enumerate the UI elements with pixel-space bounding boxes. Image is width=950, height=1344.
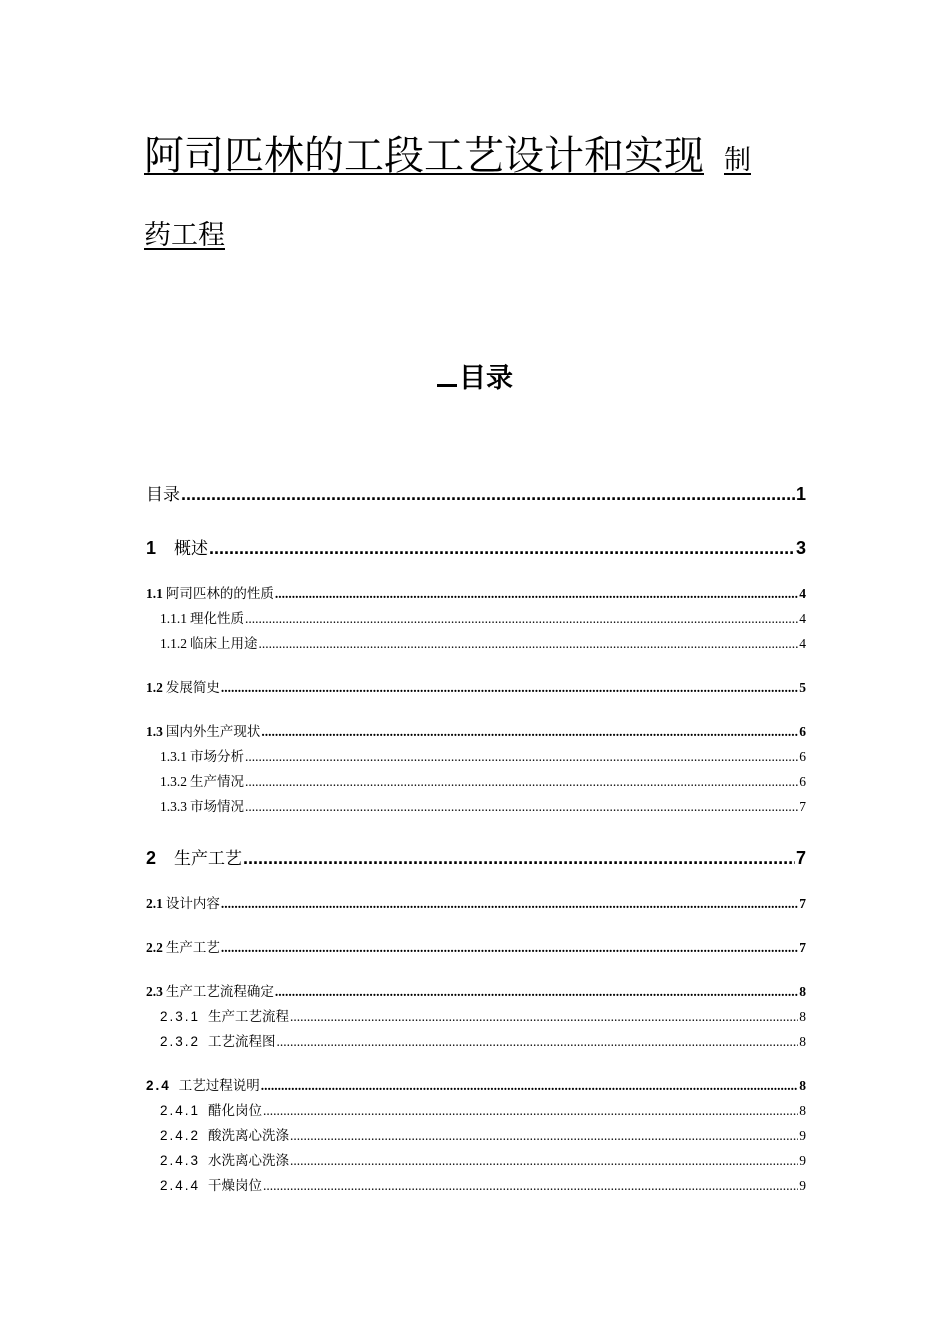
toc-entry-num: 1.3 xyxy=(146,724,163,739)
toc-entry-page: 7 xyxy=(799,940,806,955)
toc-entry-1-1-1[interactable] xyxy=(160,607,806,627)
toc-entry-text: 国内外生产现状 xyxy=(165,724,261,739)
toc-leader xyxy=(259,636,799,652)
toc-entry-page: 9 xyxy=(799,1178,806,1193)
toc-entry-text: 工艺流程图 xyxy=(208,1034,276,1049)
toc-entry-text: 临床上用途 xyxy=(190,636,258,651)
toc-entry-text: 概述 xyxy=(174,539,209,559)
toc-entry-page: 1 xyxy=(795,484,806,504)
toc-entry-text: 干燥岗位 xyxy=(208,1178,263,1193)
toc-leader xyxy=(221,896,798,912)
toc-entry-num: 2.2 xyxy=(146,940,163,955)
toc-leader xyxy=(261,724,798,740)
toc-entry-page: 4 xyxy=(799,586,806,601)
toc-entry-text: 生产工艺流程 xyxy=(208,1009,290,1024)
toc-entry-2-4[interactable] xyxy=(146,1074,806,1094)
toc-entry-chapter-2[interactable] xyxy=(146,844,806,869)
toc-entry-page: 9 xyxy=(799,1153,806,1168)
toc-leader xyxy=(245,774,798,790)
toc-leader xyxy=(263,1178,798,1194)
toc-entry-text: 理化性质 xyxy=(190,611,244,626)
toc-entry-2-4-4[interactable] xyxy=(160,1174,806,1194)
toc-entry-page: 3 xyxy=(795,538,806,558)
toc-entry-text: 水洗离心洗涤 xyxy=(208,1153,290,1168)
toc-entry-2-3-1[interactable] xyxy=(160,1005,806,1025)
toc-entry-page: 6 xyxy=(799,724,806,739)
toc-entry-num: 1.2 xyxy=(146,680,163,695)
toc-entry-num: 1.1.2 xyxy=(160,636,187,651)
toc-entry-num: 2.4.4 xyxy=(160,1178,201,1193)
toc-entry-2-4-3[interactable] xyxy=(160,1149,806,1169)
toc-entry-num: 2 xyxy=(146,848,157,868)
toc-leader xyxy=(275,586,798,602)
toc-entry-num: 2.3 xyxy=(146,984,163,999)
toc-leader xyxy=(277,1034,799,1050)
toc-entry-page: 8 xyxy=(799,1009,806,1024)
toc-leader xyxy=(290,1153,798,1169)
toc-entry-num: 2.1 xyxy=(146,896,163,911)
toc-leader xyxy=(261,1078,798,1094)
toc-entry-num: 1.1 xyxy=(146,586,163,601)
toc-heading xyxy=(0,356,950,395)
toc-entry-text: 设计内容 xyxy=(165,896,220,911)
toc-leader xyxy=(245,799,798,815)
toc-entry-page: 7 xyxy=(799,896,806,911)
toc-leader xyxy=(181,484,795,505)
toc-leader xyxy=(275,984,798,1000)
heading-underscore xyxy=(437,384,457,387)
toc-leader xyxy=(221,940,798,956)
toc-entry-page: 8 xyxy=(799,1078,806,1093)
toc-entry-page: 8 xyxy=(799,1034,806,1049)
toc-entry-num: 2.4.3 xyxy=(160,1153,201,1168)
toc-entry-text: 醋化岗位 xyxy=(208,1103,263,1118)
toc-entry-page: 8 xyxy=(799,984,806,999)
toc-entry-1-1-2[interactable] xyxy=(160,632,806,652)
toc-entry-2-3-2[interactable] xyxy=(160,1030,806,1050)
toc-entry-page: 5 xyxy=(799,680,806,695)
toc-entry-text: 生产工艺 xyxy=(165,940,220,955)
toc-entry-2-1[interactable] xyxy=(146,892,806,912)
toc-entry-contents[interactable] xyxy=(146,480,806,505)
toc-entry-page: 8 xyxy=(799,1103,806,1118)
toc-entry-1-2[interactable] xyxy=(146,676,806,696)
toc-entry-1-3-1[interactable] xyxy=(160,745,806,765)
toc-entry-num: 2.4.1 xyxy=(160,1103,201,1118)
toc-entry-text: 市场情况 xyxy=(190,799,244,814)
toc-entry-text: 酸洗离心洗涤 xyxy=(208,1128,290,1143)
toc-entry-num: 2.4 xyxy=(146,1078,171,1093)
toc-leader xyxy=(290,1009,798,1025)
toc-entry-text: 阿司匹林的的性质 xyxy=(165,586,274,601)
toc-entry-1-3-3[interactable] xyxy=(160,795,806,815)
toc-entry-text: 生产情况 xyxy=(190,774,244,789)
toc-entry-text: 生产工艺流程确定 xyxy=(165,984,274,999)
title-main: 阿司匹林的工段工艺设计和实现 xyxy=(144,133,704,179)
toc-leader xyxy=(221,680,798,696)
toc-leader xyxy=(245,749,798,765)
toc-entry-text: 生产工艺 xyxy=(174,849,243,869)
toc-entry-page: 7 xyxy=(795,848,806,868)
toc-entry-num: 1.3.3 xyxy=(160,799,187,814)
toc-entry-text: 发展简史 xyxy=(165,680,220,695)
toc-entry-1-3-2[interactable] xyxy=(160,770,806,790)
toc-leader xyxy=(209,538,795,559)
toc-entry-2-2[interactable] xyxy=(146,936,806,956)
toc-entry-num: 1.1.1 xyxy=(160,611,187,626)
toc-entry-page: 6 xyxy=(799,774,806,789)
toc-entry-num: 2.3.1 xyxy=(160,1009,201,1024)
toc-entry-2-4-1[interactable] xyxy=(160,1099,806,1119)
toc-leader xyxy=(290,1128,798,1144)
title-sub-part1: 制 xyxy=(724,145,751,176)
toc-entry-page: 9 xyxy=(799,1128,806,1143)
toc-entry-1-1[interactable] xyxy=(146,582,806,602)
toc-entry-text: 市场分析 xyxy=(190,749,244,764)
toc-entry-num: 2.3.2 xyxy=(160,1034,201,1049)
title-sub-part2: 药工程 xyxy=(144,220,225,251)
toc-entry-num: 1 xyxy=(146,538,157,558)
toc-entry-2-3[interactable] xyxy=(146,980,806,1000)
toc-entry-page: 6 xyxy=(799,749,806,764)
toc-entry-num: 1.3.2 xyxy=(160,774,187,789)
toc-heading-text: 目录 xyxy=(459,363,513,394)
toc-entry-page: 7 xyxy=(799,799,806,814)
toc-entry-num: 1.3.1 xyxy=(160,749,187,764)
toc-entry-page: 4 xyxy=(799,611,806,626)
toc-entry-2-4-2[interactable] xyxy=(160,1124,806,1144)
document-title xyxy=(144,120,804,272)
toc-entry-page: 4 xyxy=(799,636,806,651)
toc-leader xyxy=(245,611,798,627)
toc-entry-text: 工艺过程说明 xyxy=(178,1078,260,1093)
toc-entry-chapter-1[interactable] xyxy=(146,534,806,559)
toc-leader xyxy=(243,848,795,869)
toc-entry-text: 目录 xyxy=(146,485,180,505)
toc-leader xyxy=(263,1103,798,1119)
toc-entry-1-3[interactable] xyxy=(146,720,806,740)
toc-entry-num: 2.4.2 xyxy=(160,1128,201,1143)
